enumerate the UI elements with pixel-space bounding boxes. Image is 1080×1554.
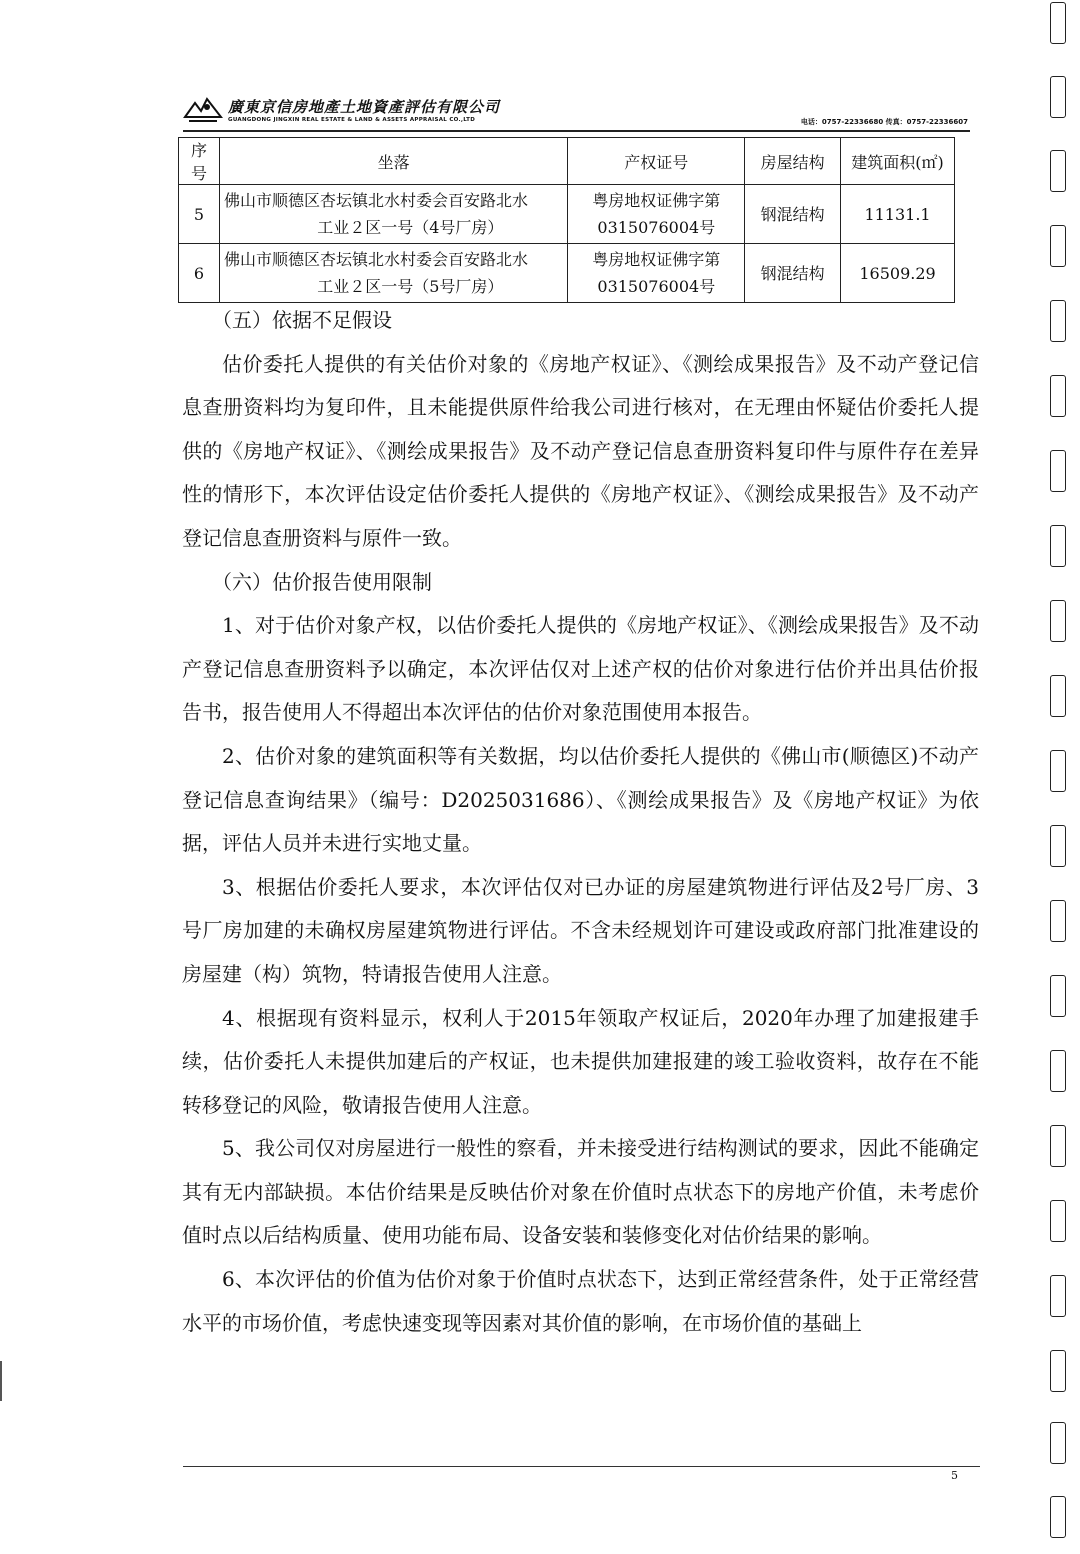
cell-no: 6 xyxy=(179,244,220,303)
company-logo-icon xyxy=(183,95,223,125)
header-area: 建筑面积(㎡) xyxy=(841,138,955,185)
binding-hole xyxy=(1050,750,1066,792)
property-table xyxy=(178,137,955,303)
binding-hole xyxy=(1050,2,1066,44)
binding-hole xyxy=(1050,1125,1066,1167)
limitation-item-1: 1、对于估价对象产权，以估价委托人提供的《房地产权证》、《测绘成果报告》及不动产登记信息查册资料予以确定，本次评估仅对上述产权的估价对象进行估价并出具估价报告书，报告使用人不得超出本次评估的估价对象范围使用本报告。 xyxy=(182,613,979,725)
section-6-title: （六）估价报告使用限制 xyxy=(212,569,432,594)
cert-line-2: 0315076004号 xyxy=(597,218,716,237)
cell-location xyxy=(219,244,567,303)
location-line-2: 工业２区一号（5号厂房） xyxy=(317,277,504,296)
binding-hole xyxy=(1050,1422,1066,1464)
location-line-1: 佛山市顺德区杏坛镇北水村委会百安路北水 xyxy=(223,191,528,210)
cell-cert xyxy=(568,244,745,303)
limitation-item-5: 5、我公司仅对房屋进行一般性的察看，并未接受进行结构测试的要求，因此不能确定其有无内部缺损。本估价结果是反映估价对象在价值时点状态下的房地产价值，未考虑价值时点以后结构质量、使用功能布局、设备安装和装修变化对估价结果的影响。 xyxy=(182,1136,979,1248)
binding-strip xyxy=(1044,0,1080,1554)
limitation-item-6: 6、本次评估的价值为估价对象于价值时点状态下，达到正常经营条件，处于正常经营水平的市场价值，考虑快速变现等因素对其价值的影响，在市场价值的基础上 xyxy=(182,1267,979,1335)
limitation-item-4: 4、根据现有资料显示，权利人于2015年领取产权证后，2020年办理了加建报建手续，估价委托人未提供加建后的产权证，也未提供加建报建的竣工验收资料，故存在不能转移登记的风险，敬请报告使用人注意。 xyxy=(182,1005,979,1117)
cell-area: 16509.29 xyxy=(841,244,955,303)
page-number: 5 xyxy=(951,1469,958,1482)
location-line-1: 佛山市顺德区杏坛镇北水村委会百安路北水 xyxy=(223,250,528,269)
table-row xyxy=(179,244,955,303)
binding-hole xyxy=(1050,150,1066,192)
header-structure: 房屋结构 xyxy=(745,138,841,185)
binding-hole xyxy=(1050,76,1066,118)
table-row xyxy=(179,185,955,244)
binding-hole xyxy=(1050,450,1066,492)
binding-hole xyxy=(1050,825,1066,867)
cell-area: 11131.1 xyxy=(841,185,955,244)
binding-hole xyxy=(1050,225,1066,267)
limitation-item-3: 3、根据估价委托人要求，本次评估仅对已办证的房屋建筑物进行评估及2号厂房、3号厂房加建的未确权房屋建筑物进行评估。不含未经规划许可建设或政府部门批准建设的房屋建（构）筑物，特请报告使用人注意。 xyxy=(182,874,979,986)
company-name-cn: 廣東京信房地產土地資產評估有限公司 xyxy=(228,98,501,116)
section-5-title: （五）依据不足假设 xyxy=(212,308,392,332)
binding-hole xyxy=(1050,300,1066,342)
binding-hole xyxy=(1050,675,1066,717)
body-text xyxy=(182,299,979,1345)
header-cert: 产权证号 xyxy=(568,138,745,185)
cell-location xyxy=(219,185,567,244)
footer-divider xyxy=(183,1466,980,1467)
cert-line-1: 粤房地权证佛字第 xyxy=(592,250,721,269)
limitation-item-2: 2、估价对象的建筑面积等有关数据，均以估价委托人提供的《佛山市(顺德区)不动产登记信息查询结果》（编号：D2025031686）、《测绘成果报告》及《房地产权证》为依据，评估人员并未进行实地丈量。 xyxy=(182,743,979,856)
location-line-2: 工业２区一号（4号厂房） xyxy=(317,218,504,237)
binding-hole xyxy=(1050,900,1066,942)
binding-hole xyxy=(1050,975,1066,1017)
binding-hole xyxy=(1050,525,1066,567)
binding-hole xyxy=(1050,1496,1066,1538)
cell-no: 5 xyxy=(179,185,220,244)
binding-hole xyxy=(1050,1050,1066,1092)
binding-hole xyxy=(1050,1200,1066,1242)
section-5-paragraph: 估价委托人提供的有关估价对象的《房地产权证》、《测绘成果报告》及不动产登记信息查册资料均为复印件，且未能提供原件给我公司进行核对，在无理由怀疑估价委托人提供的《房地产权证》、《测绘成果报告》及不动产登记信息查册资料复印件与原件存在差异性的情形下，本次评估设定估价委托人提供的《房地产权证》、《测绘成果报告》及不动产登记信息查册资料与原件一致。 xyxy=(182,351,979,550)
table-header-row xyxy=(179,138,955,185)
binding-hole xyxy=(1050,1350,1066,1392)
header-no: 序号 xyxy=(179,138,220,185)
binding-hole xyxy=(1050,375,1066,417)
cell-structure: 钢混结构 xyxy=(745,185,841,244)
contact-info: 电话：0757-22336680 传真：0757-22336607 xyxy=(800,118,968,126)
scan-edge-mark xyxy=(0,1361,2,1401)
cell-structure: 钢混结构 xyxy=(745,244,841,303)
cert-line-2: 0315076004号 xyxy=(597,277,716,296)
header-divider xyxy=(183,130,970,132)
cert-line-1: 粤房地权证佛字第 xyxy=(592,191,721,210)
binding-hole xyxy=(1050,600,1066,642)
binding-hole xyxy=(1050,1275,1066,1317)
cell-cert xyxy=(568,185,745,244)
company-name-en: GUANGDONG JINGXIN REAL ESTATE & LAND & ASSETS APPRAISAL CO.,LTD xyxy=(228,117,476,123)
header-location: 坐落 xyxy=(219,138,567,185)
